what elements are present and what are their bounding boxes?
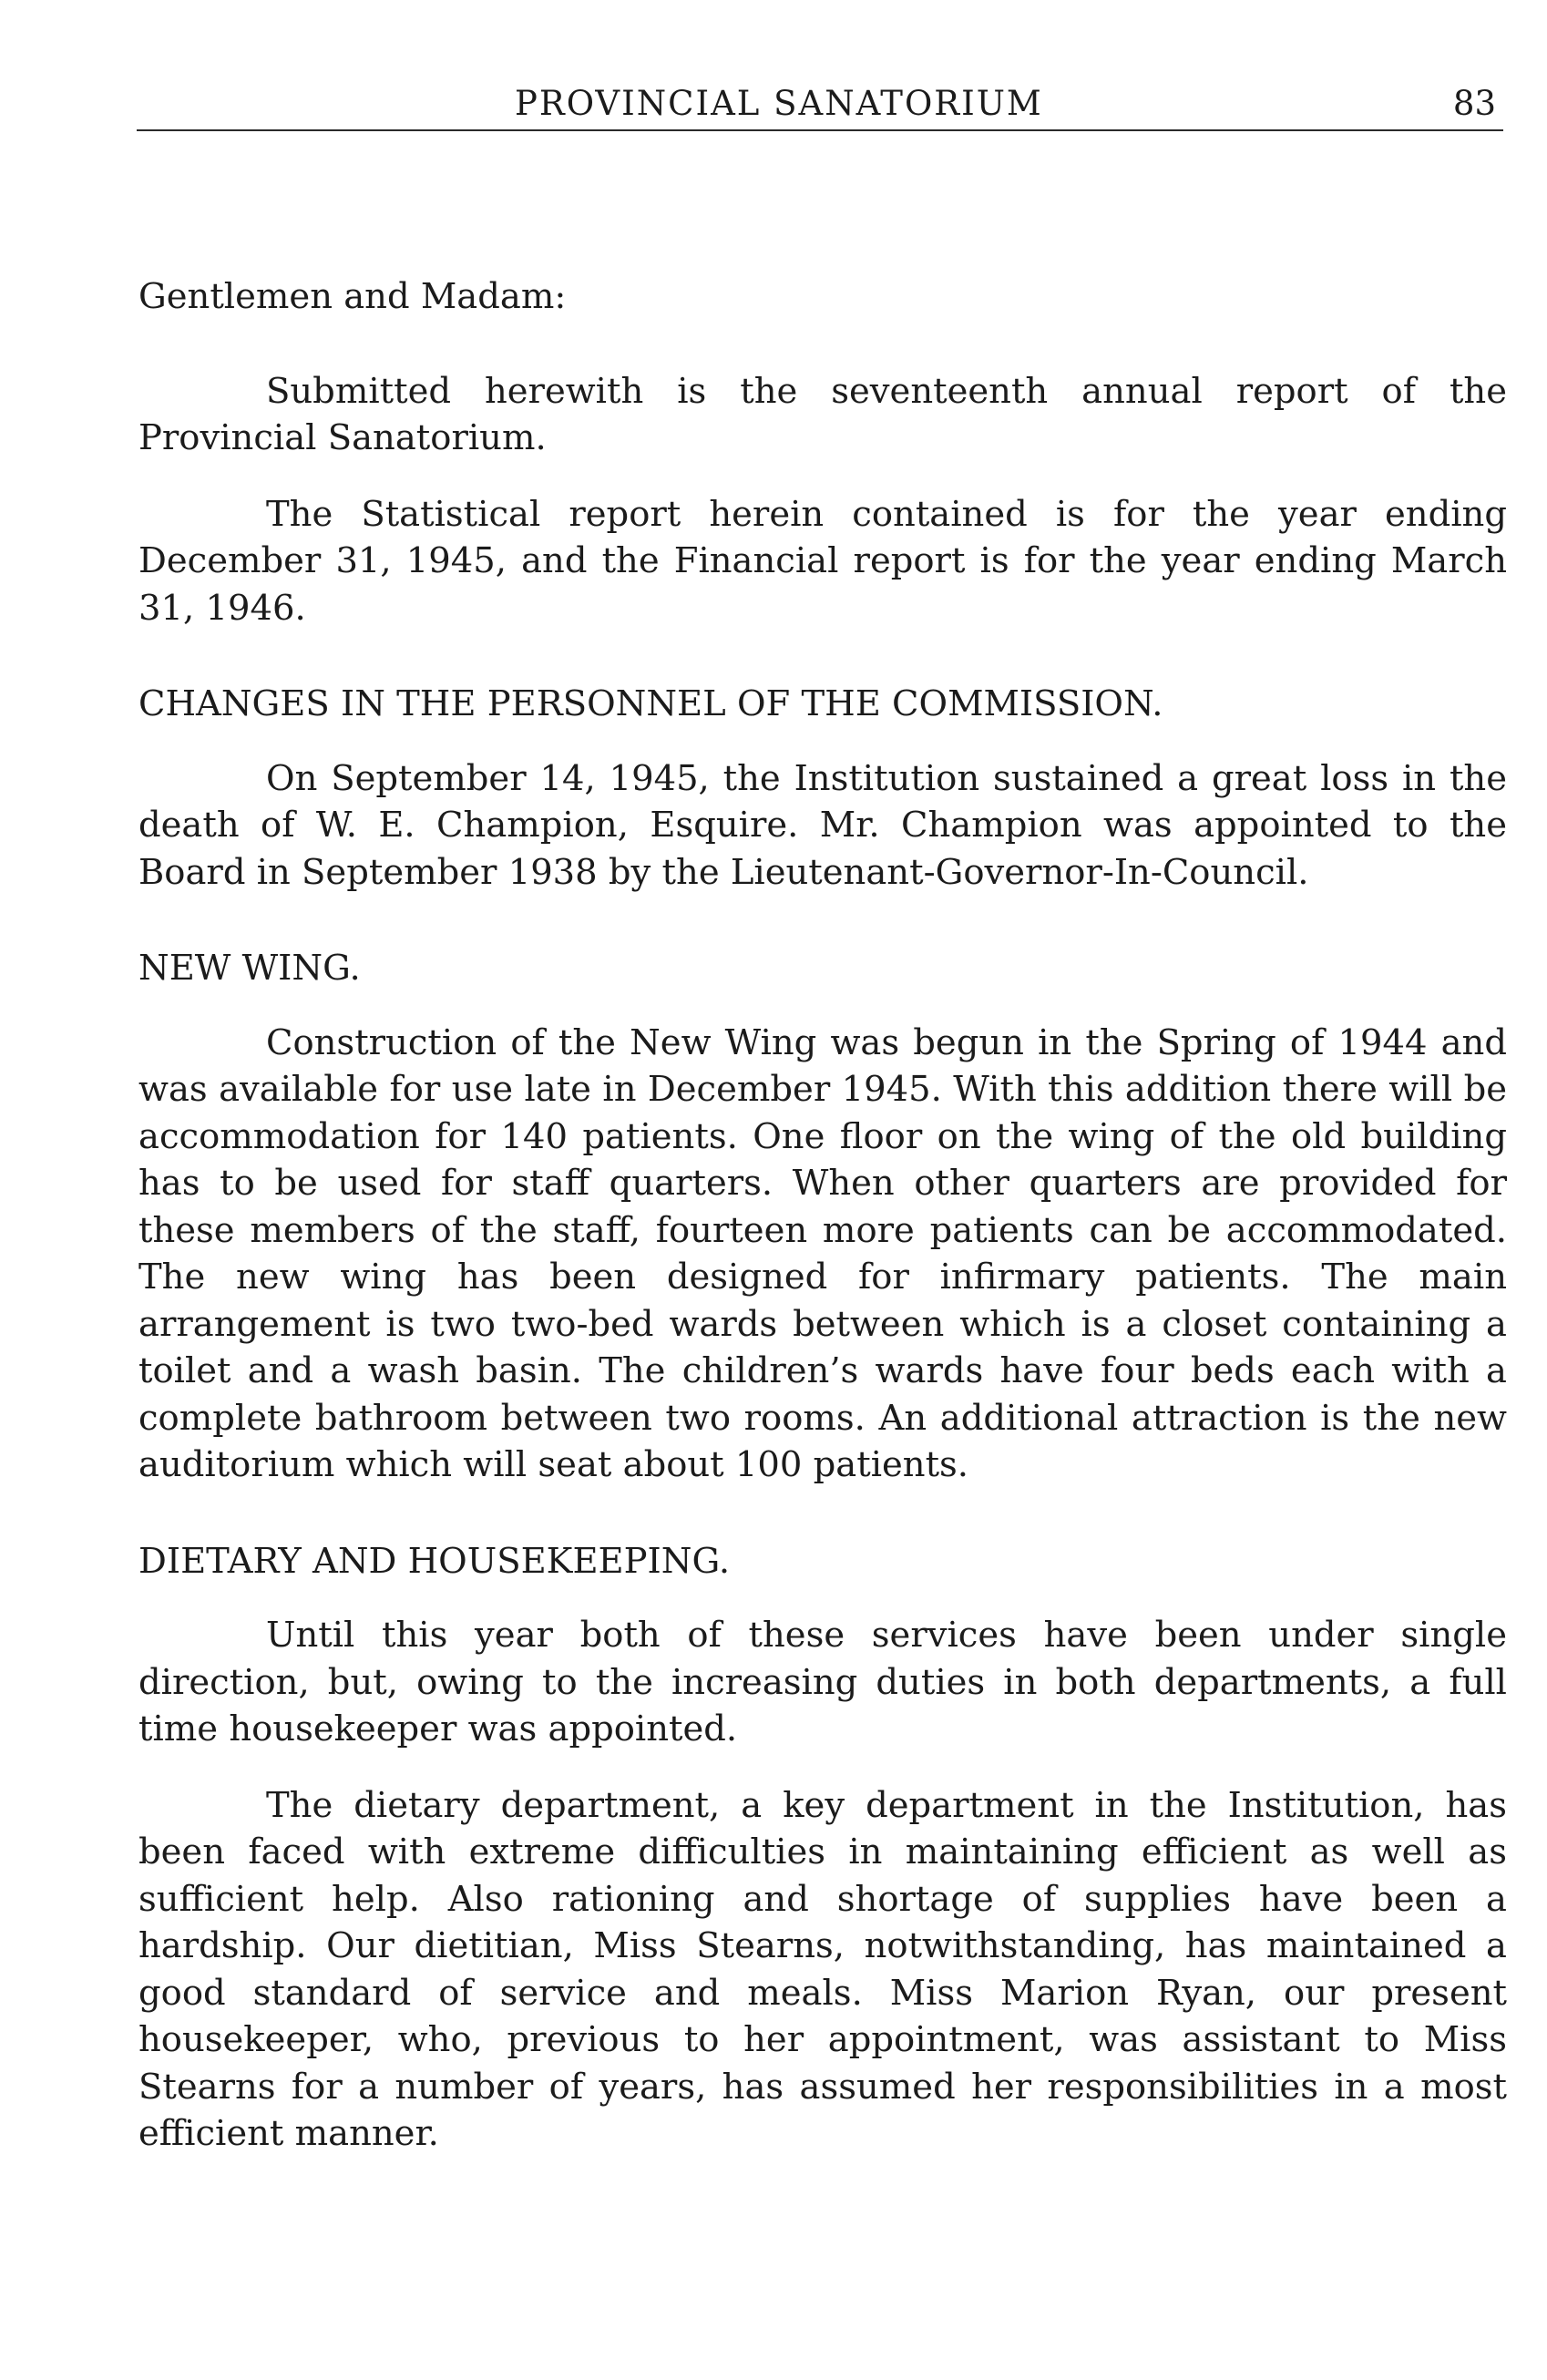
- intro-paragraph: The Statistical report herein contained is for the year ending December 31, 1945, and the Financial report is for the year ending March 31, 1946.: [138, 493, 1507, 629]
- running-header: [137, 84, 1503, 138]
- salutation: Gentlemen and Madam:: [138, 276, 567, 317]
- page-number: 83: [1452, 84, 1496, 123]
- section-heading-dietary-housekeeping: DIETARY AND HOUSEKEEPING.: [138, 1540, 731, 1582]
- section-heading-new-wing: NEW WING.: [138, 948, 361, 989]
- intro-paragraph: Submitted herewith is the seventeenth annual report of the Provincial Sanatorium.: [138, 370, 1507, 458]
- running-title: PROVINCIAL SANATORIUM: [515, 84, 1043, 123]
- section-paragraph: The dietary department, a key department in the Institution, has been faced with extreme difficulties in maintaining efficient as well as sufficient help. Also rationing and shortage of supplies have been a hardship. Our dietitian, Miss Stearns, notwithstanding, has maintained a good standard of service and meals. Miss Marion Ryan, our present housekeeper, who, previous to her appointment, was assistant to Miss Stearns for a number of years, has assumed her responsibilities in a most efficient manner.: [138, 1784, 1507, 2154]
- report-body: [138, 273, 1507, 2158]
- header-rule: [137, 129, 1503, 131]
- section-heading-personnel-changes: CHANGES IN THE PERSONNEL OF THE COMMISSION.: [138, 683, 1163, 724]
- section-paragraph: Until this year both of these services have been under single direction, but, owing to the increasing duties in both departments, a full time housekeeper was appointed.: [138, 1615, 1507, 1749]
- section-paragraph: On September 14, 1945, the Institution sustained a great loss in the death of W. E. Champion, Esquire. Mr. Champion was appointed to the Board in September 1938 by the Lieutenant-Governor-In-Council.: [138, 757, 1507, 893]
- section-paragraph: Construction of the New Wing was begun in the Spring of 1944 and was available for use late in December 1945. With this addition there will be accommodation for 140 patients. One floor on the wing of the old building has to be used for staff quarters. When other quarters are provided for these members of the staff, fourteen more patients can be accommodated. The new wing has been designed for infirmary patients. The main arrangement is two two-bed wards between which is a closet containing a toilet and a wash basin. The children’s wards have four beds each with a complete bathroom between two rooms. An additional attraction is the new auditorium which will seat about 100 patients.: [138, 1021, 1507, 1485]
